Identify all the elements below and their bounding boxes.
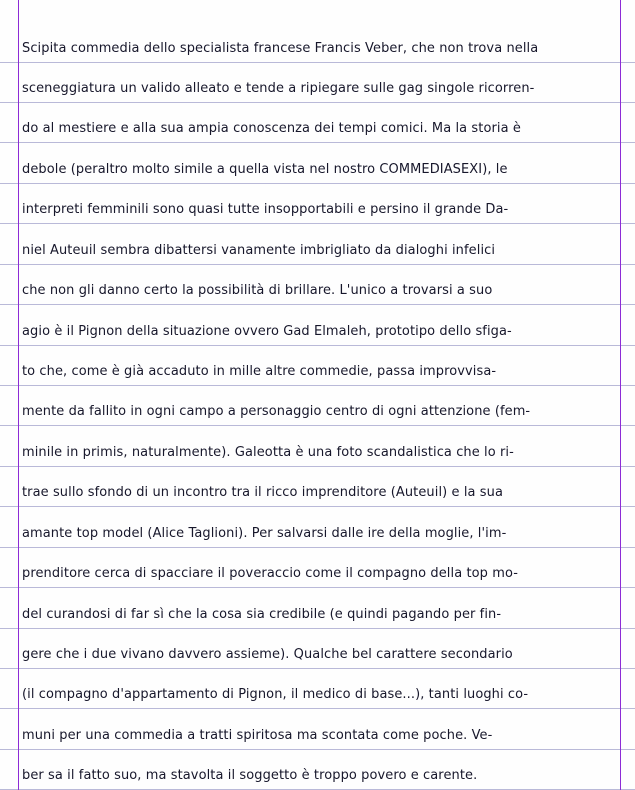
text-line: interpreti femminili sono quasi tutte insopportabili e persino il grande Da- [22,202,509,217]
text-line: niel Auteuil sembra dibattersi vanamente imbrigliato da dialoghi infelici [22,243,496,258]
text-line: trae sullo sfondo di un incontro tra il ricco imprenditore (Auteuil) e la sua [22,485,504,500]
text-line: mente da fallito in ogni campo a personaggio centro di ogni attenzione (fem- [22,404,531,419]
text-line: prenditore cerca di spacciare il poveraccio come il compagno della top mo- [22,566,519,581]
text-line: sceneggiatura un valido alleato e tende a ripiegare sulle gag singole ricorren- [22,81,535,96]
text-line: che non gli danno certo la possibilità di brillare. L'unico a trovarsi a suo [22,283,493,298]
text-line: debole (peraltro molto simile a quella vista nel nostro COMMEDIASEXI), le [22,162,508,177]
text-line: (il compagno d'appartamento di Pignon, il medico di base...), tanti luoghi co- [22,687,529,702]
text-line: gere che i due vivano davvero assieme). Qualche bel carattere secondario [22,647,513,662]
text-line: to che, come è già accaduto in mille altre commedie, passa improvvisa- [22,364,497,379]
text-line: amante top model (Alice Taglioni). Per salvarsi dalle ire della moglie, l'im- [22,526,507,541]
text-line: agio è il Pignon della situazione ovvero Gad Elmaleh, prototipo dello sfiga- [22,324,512,339]
text-line: muni per una commedia a tratti spiritosa ma scontata come poche. Ve- [22,728,493,743]
text-line: minile in primis, naturalmente). Galeotta è una foto scandalistica che lo ri- [22,445,514,460]
text-line: Scipita commedia dello specialista francese Francis Veber, che non trova nella [22,41,539,56]
text-line: do al mestiere e alla sua ampia conoscenza dei tempi comici. Ma la storia è [22,121,521,136]
text-line: del curandosi di far sì che la cosa sia credibile (e quindi pagando per fin- [22,607,502,622]
text-line: ber sa il fatto suo, ma stavolta il soggetto è troppo povero e carente. [22,768,478,783]
